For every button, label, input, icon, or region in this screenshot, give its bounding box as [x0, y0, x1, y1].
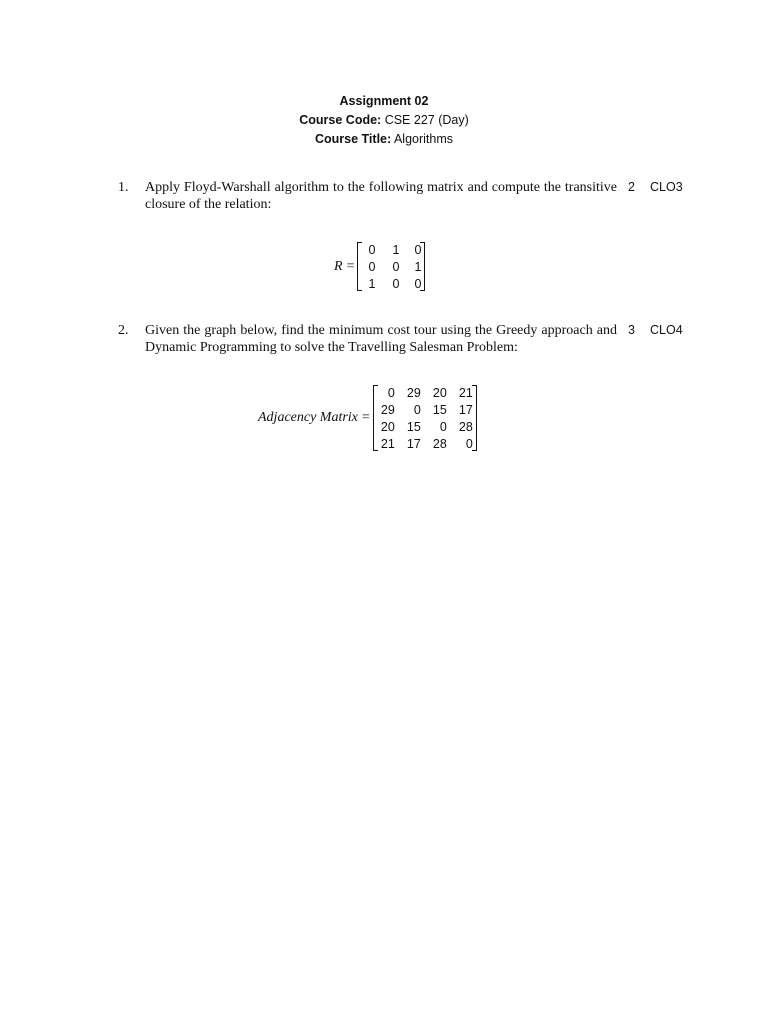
- matrix-row: [361, 241, 421, 258]
- matrix-cell: 20: [380, 419, 395, 434]
- matrix-cell: 0: [413, 402, 421, 417]
- matrix-cell: 21: [380, 436, 395, 451]
- matrix-cell: 20: [432, 385, 447, 400]
- question-marks: 2: [628, 180, 635, 194]
- matrix-cell: 0: [368, 259, 376, 274]
- matrix-cell: 29: [380, 402, 395, 417]
- matrix-cell: 15: [432, 402, 447, 417]
- course-code-line: [0, 111, 768, 130]
- document-header: [0, 92, 768, 149]
- question-number: 2.: [118, 323, 129, 338]
- adjacency-matrix: [373, 384, 477, 452]
- matrix-row: [377, 435, 473, 452]
- matrix-cell: 1: [392, 242, 400, 257]
- question-number: 1.: [118, 180, 129, 195]
- matrix-cell: 0: [414, 242, 422, 257]
- matrix-cell: 0: [387, 385, 395, 400]
- equation-lhs: R: [334, 258, 343, 274]
- question-text: Given the graph below, find the minimum cost tour using the Greedy approach and Dynamic Programming to solve the Travelling Salesman Problem:: [145, 323, 617, 355]
- equals-sign: =: [346, 258, 355, 274]
- equation-lhs: Adjacency Matrix: [258, 410, 358, 425]
- equals-sign: =: [361, 410, 370, 425]
- relation-equation: [334, 241, 425, 292]
- matrix-cell: 0: [465, 436, 473, 451]
- matrix-cell: 0: [392, 259, 400, 274]
- matrix-row: [377, 384, 473, 401]
- assignment-title: Assignment 02: [339, 94, 429, 108]
- course-code-label: Course Code:: [299, 113, 382, 127]
- matrix-cell: 1: [368, 276, 376, 291]
- adjacency-equation: [258, 384, 477, 452]
- question-text: Apply Floyd-Warshall algorithm to the following matrix and compute the transitive closure of the relation:: [145, 180, 617, 212]
- matrix-cell: 28: [458, 419, 473, 434]
- course-title-line: [0, 130, 768, 149]
- question-clo: CLO4: [650, 323, 683, 337]
- matrix-row: [377, 401, 473, 418]
- matrix-cell: 29: [406, 385, 421, 400]
- course-title-value: Algorithms: [393, 132, 453, 146]
- relation-matrix: [357, 241, 425, 292]
- matrix-cell: 0: [368, 242, 376, 257]
- course-code-value: CSE 227 (Day): [384, 113, 469, 127]
- matrix-cell: 28: [432, 436, 447, 451]
- matrix-cell: 21: [458, 385, 473, 400]
- matrix-cell: 1: [414, 259, 422, 274]
- matrix-cell: 15: [406, 419, 421, 434]
- matrix-row: [361, 275, 421, 292]
- matrix-row: [377, 418, 473, 435]
- matrix-cell: 17: [458, 402, 473, 417]
- matrix-cell: 0: [439, 419, 447, 434]
- question-marks: 3: [628, 323, 635, 337]
- matrix-cell: 0: [414, 276, 422, 291]
- matrix-row: [361, 258, 421, 275]
- question-clo: CLO3: [650, 180, 683, 194]
- matrix-cell: 17: [406, 436, 421, 451]
- course-title-label: Course Title:: [314, 132, 392, 146]
- matrix-cell: 0: [392, 276, 400, 291]
